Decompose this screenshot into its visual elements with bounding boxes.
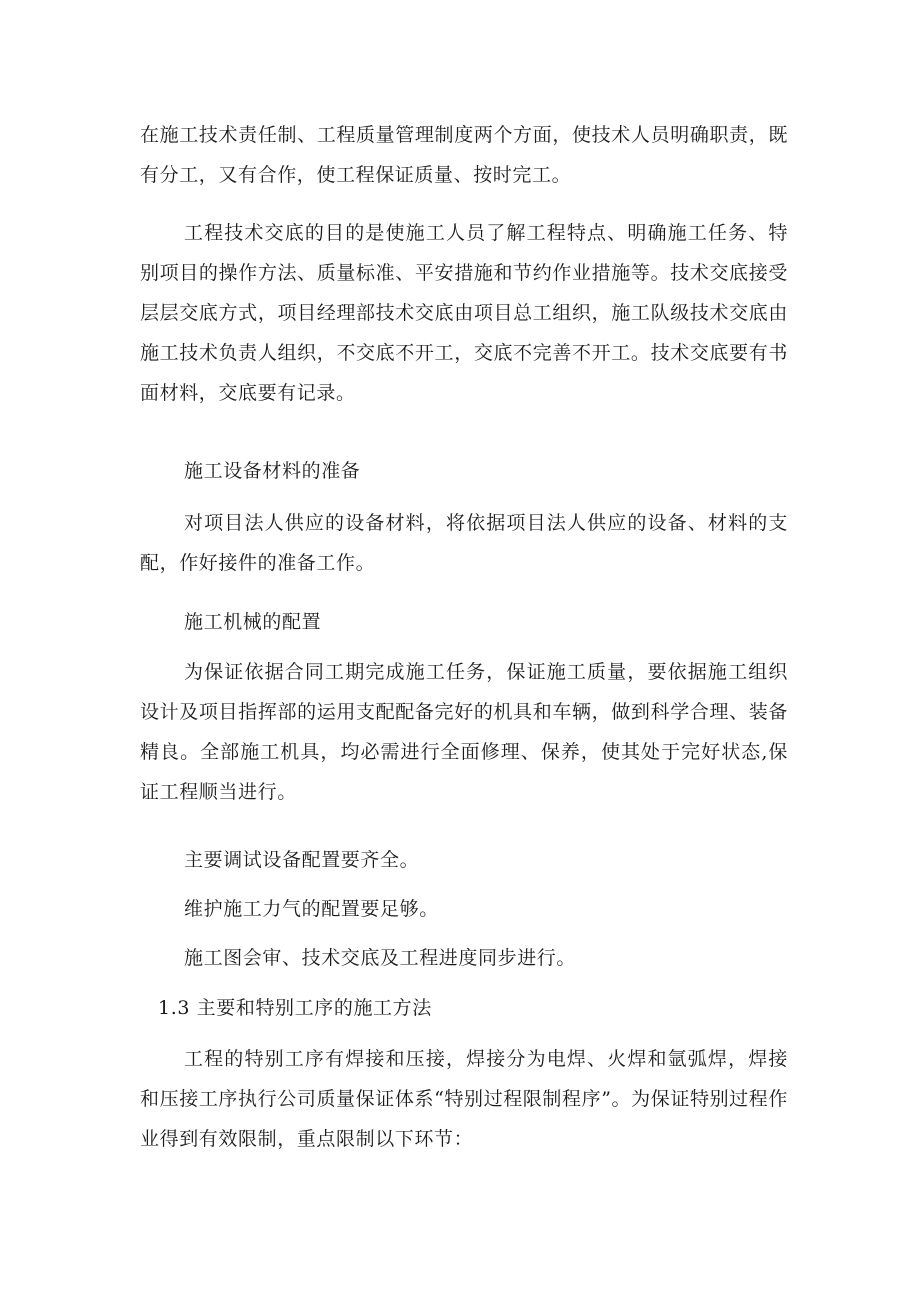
paragraph-special-processes: 工程的特别工序有焊接和压接，焊接分为电焊、火焊和氩弧焊，焊接和压接工序执行公司质量保证体系“特别过程限制程序”。为保证特别过程作业得到有效限制，重点限制以下环节： <box>140 1048 788 1150</box>
section-heading-1-3: 1.3 主要和特别工序的施工方法 <box>158 997 432 1019</box>
paragraph-responsibility: 在施工技术责任制、工程质量管理制度两个方面，使技术人员明确职责，既有分工，又有合作，使工程保证质量、按时完工。 <box>140 124 788 186</box>
paragraph-machinery-configuration: 为保证依据合同工期完成施工任务，保证施工质量，要依据施工组织设计及项目指挥部的运用支配配备完好的机具和车辆，做到科学合理、装备精良。全部施工机具，均必需进行全面修理、保养，使其处于完好状态,保证工程顺当进行。 <box>140 661 788 803</box>
item-debug-equipment: 主要调试设备配置要齐全。 <box>184 849 420 871</box>
heading-machinery-configuration: 施工机械的配置 <box>184 611 322 633</box>
heading-equipment-materials: 施工设备材料的准备 <box>184 460 361 482</box>
paragraph-technical-briefing: 工程技术交底的目的是使施工人员了解工程特点、明确施工任务、特别项目的操作方法、质量标准、平安措施和节约作业措施等。技术交底接受层层交底方式，项目经理部技术交底由项目总工组织，施工队级技术交底由施工技术负责人组织，不交底不开工，交底不完善不开工。技术交底要有书面材料，交底要有记录。 <box>140 222 788 404</box>
paragraph-equipment-materials: 对项目法人供应的设备材料，将依据项目法人供应的设备、材料的支配，作好接件的准备工作。 <box>140 512 788 574</box>
item-drawing-review: 施工图会审、技术交底及工程进度同步进行。 <box>184 947 577 969</box>
item-maintenance-force: 维护施工力气的配置要足够。 <box>184 898 439 920</box>
